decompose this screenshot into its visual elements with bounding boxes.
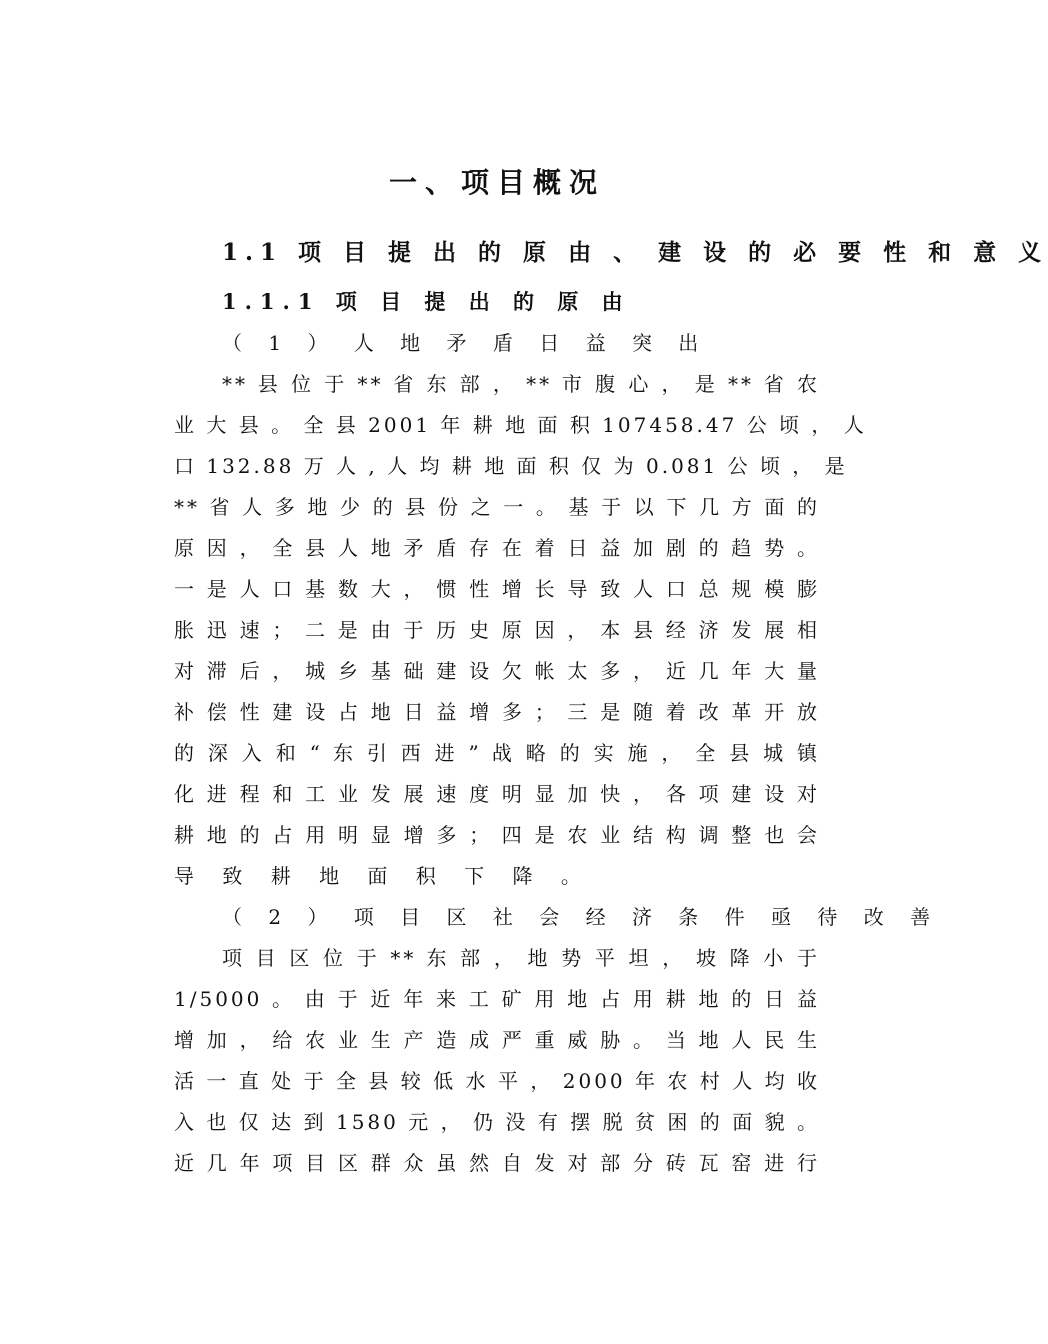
paragraph-line: 原 因 ， 全 县 人 地 矛 盾 存 在 着 日 益 加 剧 的 趋 势 。 (174, 536, 820, 560)
paragraph-line: 对 滞 后 ， 城 乡 基 础 建 设 欠 帐 太 多 ， 近 几 年 大 量 (174, 659, 820, 683)
paragraph-line: ** 县 位 于 ** 省 东 部 ， ** 市 腹 心 ， 是 ** 省 农 (222, 372, 820, 396)
paragraph-line: 补 偿 性 建 设 占 地 日 益 增 多 ； 三 是 随 着 改 革 开 放 (174, 700, 820, 724)
paragraph-line: 口 132.88 万 人 , 人 均 耕 地 面 积 仅 为 0.081 公 顷 ， 是 (174, 454, 848, 478)
paragraph-line: 的 深 入 和 “ 东 引 西 进 ” 战 略 的 实 施 ， 全 县 城 镇 (174, 741, 820, 765)
paragraph-line: 活 一 直 处 于 全 县 较 低 水 平 ， 2000 年 农 村 人 均 收 (174, 1069, 820, 1093)
paragraph-line: 化 进 程 和 工 业 发 展 速 度 明 显 加 快 ， 各 项 建 设 对 (174, 782, 820, 806)
chapter-title: 一、项目概况 (388, 166, 605, 199)
paragraph-line: 入 也 仅 达 到 1580 元 ， 仍 没 有 摆 脱 贫 困 的 面 貌 。 (174, 1110, 820, 1134)
section-title: 1.1 项 目 提 出 的 原 由 、 建 设 的 必 要 性 和 意 义 (222, 239, 1048, 266)
paragraph-1 (174, 364, 867, 897)
paragraph-line: 项 目 区 位 于 ** 东 部 ， 地 势 平 坦 ， 坡 降 小 于 (222, 946, 820, 970)
paragraph-line: 耕 地 的 占 用 明 显 增 多 ； 四 是 农 业 结 构 调 整 也 会 (174, 823, 820, 847)
paragraph-line: 胀 迅 速 ； 二 是 由 于 历 史 原 因 ， 本 县 经 济 发 展 相 (174, 618, 820, 642)
item-heading-1: （ 1 ） 人 地 矛 盾 日 益 突 出 (222, 331, 709, 355)
paragraph-line: 1/5000 。 由 于 近 年 来 工 矿 用 地 占 用 耕 地 的 日 益 (174, 987, 820, 1011)
paragraph-2 (174, 938, 820, 1184)
paragraph-line: 增 加 ， 给 农 业 生 产 造 成 严 重 威 胁 。 当 地 人 民 生 (174, 1028, 820, 1052)
paragraph-line: 业 大 县 。 全 县 2001 年 耕 地 面 积 107458.47 公 顷 ， 人 (174, 413, 867, 437)
paragraph-line: ** 省 人 多 地 少 的 县 份 之 一 。 基 于 以 下 几 方 面 的 (174, 495, 820, 519)
paragraph-line: 一 是 人 口 基 数 大 ， 惯 性 增 长 导 致 人 口 总 规 模 膨 (174, 577, 820, 601)
paragraph-line: 导 致 耕 地 面 积 下 降 。 (174, 864, 592, 888)
paragraph-line: 近 几 年 项 目 区 群 众 虽 然 自 发 对 部 分 砖 瓦 窑 进 行 (174, 1151, 820, 1175)
subsection-title: 1.1.1 项 目 提 出 的 原 由 (222, 289, 631, 314)
item-heading-2: （ 2 ） 项 目 区 社 会 经 济 条 件 亟 待 改 善 (222, 905, 941, 929)
